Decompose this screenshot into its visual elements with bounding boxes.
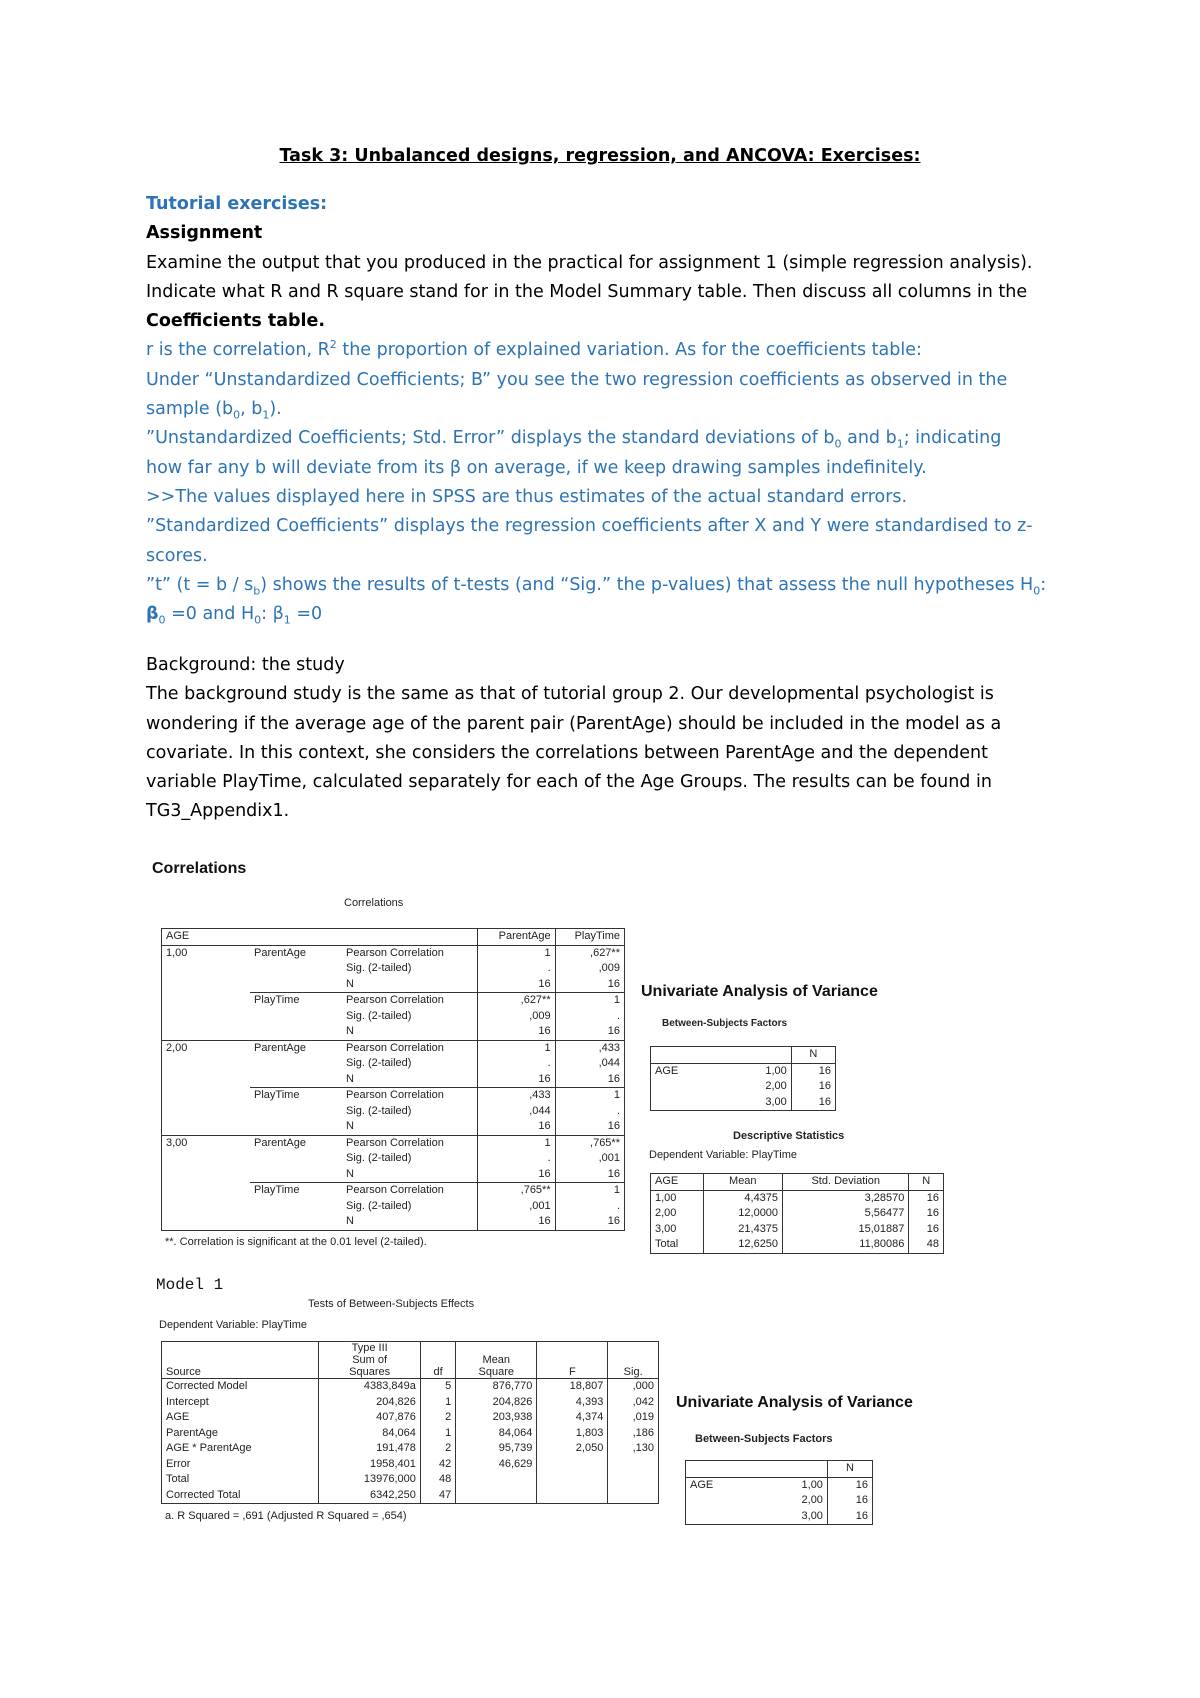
table-header-row: [651, 1174, 944, 1191]
value-ss: 204,826: [319, 1395, 420, 1411]
column-header: Sig.: [608, 1366, 659, 1379]
value-ss: 407,876: [319, 1410, 420, 1426]
row-statistic: Sig. (2-tailed): [346, 1199, 412, 1212]
column-header: [456, 1342, 537, 1355]
table-row: [162, 1151, 625, 1167]
value-n: 16: [909, 1190, 944, 1206]
value-df: 5: [420, 1379, 455, 1395]
row-statistic: Pearson Correlation: [342, 945, 477, 961]
row-header: [162, 1104, 251, 1120]
univariate-heading-2: Univariate Analysis of Variance: [676, 1394, 913, 1411]
row-statistic: Pearson Correlation: [342, 1135, 477, 1151]
column-header: N: [791, 1047, 835, 1064]
table-row: [162, 993, 625, 1009]
row-variable: PlayTime: [250, 993, 342, 1009]
page-title: Task 3: Unbalanced designs, regression, and ANCOVA: Exercises:: [279, 146, 921, 166]
row-age: 3,00: [655, 1222, 677, 1235]
value-ss: 84,064: [319, 1426, 420, 1442]
table-row: [162, 1488, 659, 1504]
value-parentage: .: [477, 961, 555, 977]
value-playtime: 16: [555, 1072, 624, 1088]
model1-footnote: a. R Squared = ,691 (Adjusted R Squared = ,654): [165, 1510, 407, 1522]
row-header: [162, 961, 251, 977]
value-parentage: .: [477, 1151, 555, 1167]
table-row: [162, 1183, 625, 1199]
row-source: AGE * ParentAge: [166, 1442, 252, 1454]
value-n: 48: [909, 1237, 944, 1253]
value-ss: 6342,250: [319, 1488, 420, 1504]
table-row: [162, 1199, 625, 1215]
row-source: ParentAge: [166, 1426, 218, 1439]
value-sig: ,019: [608, 1410, 659, 1426]
table-header-row: [162, 1366, 659, 1379]
value-ss: 191,478: [319, 1441, 420, 1457]
value-f: 2,050: [537, 1441, 608, 1457]
table-row: [651, 1190, 944, 1206]
row-statistic: Pearson Correlation: [342, 1088, 477, 1104]
row-variable: ParentAge: [250, 1135, 342, 1151]
model1-dependent-variable: Dependent Variable: PlayTime: [159, 1319, 307, 1331]
row-variable: [250, 961, 342, 977]
row-factor: [651, 1079, 730, 1095]
value-parentage: ,765**: [477, 1183, 555, 1199]
table-row: [651, 1206, 944, 1222]
correlations-heading: Correlations: [152, 860, 247, 877]
row-statistic: Pearson Correlation: [342, 1040, 477, 1056]
answer-line-3: sample ($b_0$, $b_1$).: [146, 399, 282, 422]
value-sig: ,186: [608, 1426, 659, 1442]
row-header: 3,00: [162, 1135, 251, 1151]
column-header: N: [827, 1461, 872, 1478]
value-df: 1: [420, 1426, 455, 1442]
row-statistic: Sig. (2-tailed): [346, 1152, 412, 1164]
value-sd: 11,80086: [783, 1237, 909, 1253]
row-variable: [250, 1104, 342, 1120]
row-statistic: N: [346, 1120, 354, 1132]
between-subjects-table-1: [650, 1046, 836, 1111]
column-header: Square: [456, 1366, 537, 1379]
row-header: [162, 1009, 251, 1025]
table-row: [686, 1477, 873, 1493]
value-playtime: ,765**: [555, 1135, 624, 1151]
row-header: [162, 1183, 251, 1199]
row-header: [162, 977, 251, 993]
value-mean: 4,4375: [703, 1190, 782, 1206]
value-parentage: 1: [477, 1040, 555, 1056]
tutorial-heading: Tutorial exercises:: [146, 194, 328, 214]
row-statistic: N: [346, 1072, 354, 1085]
table-header-row: [686, 1461, 873, 1478]
value-df: 48: [420, 1472, 455, 1488]
column-header: [162, 1342, 319, 1355]
row-statistic: N: [346, 977, 354, 990]
row-header: [162, 1056, 251, 1072]
row-statistic: Sig. (2-tailed): [346, 1009, 412, 1022]
table-row: [162, 1119, 625, 1135]
correlations-table-title: Correlations: [344, 897, 404, 909]
value-playtime: ,627**: [555, 945, 624, 961]
correlations-footnote: **. Correlation is significant at the 0.01 level (2-tailed).: [165, 1236, 427, 1248]
table-row: [162, 1072, 625, 1088]
row-source: Corrected Total: [166, 1488, 241, 1501]
table-row: [162, 1379, 659, 1395]
value-parentage: ,433: [477, 1088, 555, 1104]
answer-line-8: scores.: [146, 545, 208, 566]
background-line-4: variable PlayTime, calculated separately for each of the Age Groups. The results can be found in: [146, 772, 992, 793]
answer-line-5: how far any b will deviate from its β on average, if we keep drawing samples indefinitely.: [146, 457, 927, 478]
table-header-row: [162, 929, 625, 946]
table-row: [162, 1457, 659, 1473]
value-parentage: 16: [477, 1024, 555, 1040]
value-n: 16: [791, 1063, 835, 1079]
row-header: [162, 1167, 251, 1183]
column-header: [420, 1354, 455, 1366]
row-statistic: N: [346, 1167, 354, 1180]
row-statistic: Sig. (2-tailed): [346, 1057, 412, 1069]
value-ms: 203,938: [456, 1410, 537, 1426]
value-playtime: .: [555, 1104, 624, 1120]
table-row: [686, 1509, 873, 1525]
answer-line-4: ”Unstandardized Coefficients; Std. Error” displays the standard deviations of $b_0$ and $b_1$; indicating: [146, 428, 1002, 451]
row-level: 3,00: [765, 1095, 787, 1108]
row-source: Intercept: [166, 1395, 209, 1408]
univariate-heading-1: Univariate Analysis of Variance: [641, 983, 878, 1000]
row-level: 2,00: [801, 1494, 823, 1506]
table-row: [651, 1222, 944, 1238]
row-source: AGE: [166, 1411, 190, 1423]
value-playtime: ,433: [555, 1040, 624, 1056]
row-level: 2,00: [765, 1080, 787, 1092]
value-ms: 46,629: [456, 1457, 537, 1473]
value-playtime: 16: [555, 1024, 624, 1040]
row-statistic: Pearson Correlation: [342, 1183, 477, 1199]
value-f: [537, 1457, 608, 1473]
value-parentage: ,044: [477, 1104, 555, 1120]
column-header: [537, 1354, 608, 1366]
row-age: Total: [655, 1238, 679, 1250]
value-ss: 13976,000: [319, 1472, 420, 1488]
answer-line-6: >>The values displayed here in SPSS are thus estimates of the actual standard errors.: [146, 486, 908, 507]
value-sig: ,000: [608, 1379, 659, 1395]
column-header: N: [909, 1174, 944, 1191]
table-row: [162, 1472, 659, 1488]
row-header: [162, 1119, 251, 1135]
value-ms: [456, 1488, 537, 1504]
value-df: 42: [420, 1457, 455, 1473]
value-ss: 1958,401: [319, 1457, 420, 1473]
background-line-2: wondering if the average age of the parent pair (ParentAge) should be included in the model as a: [146, 713, 1002, 734]
table-header-row: [651, 1047, 836, 1064]
row-header: 1,00: [162, 945, 251, 961]
row-variable: ParentAge: [250, 1040, 342, 1056]
descriptive-stats-title: Descriptive Statistics: [733, 1130, 845, 1142]
value-parentage: ,001: [477, 1199, 555, 1215]
table-row: [162, 1410, 659, 1426]
row-source: Error: [166, 1457, 191, 1470]
answer-line-7: ”Standardized Coefficients” displays the regression coefficients after X and Y were standardised to z-: [146, 516, 1033, 537]
row-source: Corrected Model: [166, 1380, 248, 1392]
column-header: Squares: [319, 1366, 420, 1379]
table-row: [162, 977, 625, 993]
row-variable: PlayTime: [250, 1183, 342, 1199]
value-n: 16: [827, 1509, 872, 1525]
row-statistic: Pearson Correlation: [342, 993, 477, 1009]
value-n: 16: [791, 1095, 835, 1111]
table-row: [162, 1104, 625, 1120]
column-header: ParentAge: [477, 929, 555, 946]
value-ss: 4383,849a: [319, 1379, 420, 1395]
value-sd: 15,01887: [783, 1222, 909, 1238]
model1-heading: Model 1: [156, 1276, 224, 1294]
value-f: 4,393: [537, 1395, 608, 1411]
row-factor: [651, 1095, 730, 1111]
value-playtime: 16: [555, 1214, 624, 1230]
row-variable: ParentAge: [250, 945, 342, 961]
between-subjects-table-2: [685, 1460, 873, 1525]
table-row: [651, 1063, 836, 1079]
assignment-heading: Assignment: [146, 223, 263, 244]
value-playtime: 16: [555, 977, 624, 993]
value-f: 18,807: [537, 1379, 608, 1395]
column-header: Mean: [456, 1354, 537, 1366]
row-factor: AGE: [655, 1064, 679, 1077]
row-header: [162, 1151, 251, 1167]
row-header: [162, 993, 251, 1009]
assignment-line-3: Coefficients table.: [146, 311, 326, 332]
between-subjects-effects-table: [161, 1341, 659, 1504]
background-line-5: TG3_Appendix1.: [146, 801, 290, 822]
row-variable: [250, 1056, 342, 1072]
row-variable: [250, 1024, 342, 1040]
value-playtime: 1: [555, 1183, 624, 1199]
row-header: [162, 1088, 251, 1104]
row-level: 1,00: [801, 1478, 823, 1491]
value-parentage: 16: [477, 1167, 555, 1183]
value-parentage: 16: [477, 1214, 555, 1230]
assignment-line-2: Indicate what R and R square stand for in the Model Summary table. Then discuss all columns in the: [146, 281, 1028, 302]
background-line-1: The background study is the same as that of tutorial group 2. Our developmental psychologist is: [146, 684, 994, 705]
value-parentage: 1: [477, 1135, 555, 1151]
table-header-row: [162, 1354, 659, 1366]
column-header: Sum of: [319, 1354, 420, 1366]
value-n: 16: [827, 1493, 872, 1509]
column-header: Std. Deviation: [783, 1174, 909, 1191]
value-sig: [608, 1472, 659, 1488]
row-source: Total: [166, 1473, 190, 1485]
table-row: [162, 1426, 659, 1442]
column-header: F: [537, 1366, 608, 1379]
value-parentage: 16: [477, 1119, 555, 1135]
between-subjects-title-2: Between-Subjects Factors: [695, 1433, 833, 1445]
value-parentage: ,627**: [477, 993, 555, 1009]
table-row: [162, 961, 625, 977]
background-section: [146, 651, 1066, 827]
value-parentage: 16: [477, 977, 555, 993]
correlations-table: [161, 928, 625, 1231]
value-n: 16: [909, 1222, 944, 1238]
table-row: [651, 1095, 836, 1111]
value-df: 2: [420, 1441, 455, 1457]
column-header: [608, 1354, 659, 1366]
background-line-3: covariate. In this context, she considers the correlations between ParentAge and the dependent: [146, 742, 988, 763]
value-ms: 876,770: [456, 1379, 537, 1395]
answer-line-9: ”t” $(t = b / s_b)$ shows the results of t-tests (and “Sig.” the p-values) that assess the null hypotheses $H_0$:: [146, 574, 1047, 598]
value-f: 1,803: [537, 1426, 608, 1442]
value-f: [537, 1488, 608, 1504]
column-header: [537, 1342, 608, 1355]
row-variable: [250, 977, 342, 993]
row-level: 1,00: [765, 1064, 787, 1077]
table-row: [162, 1024, 625, 1040]
row-variable: [250, 1072, 342, 1088]
empty-header: [686, 1461, 828, 1478]
table-row: [162, 1056, 625, 1072]
row-header: 2,00: [162, 1040, 251, 1056]
table-row: [162, 1441, 659, 1457]
value-parentage: .: [477, 1056, 555, 1072]
answer-line-10: $\beta_0 =0$ and $H_0$: $\beta_1 =0$: [146, 604, 323, 627]
value-sig: [608, 1457, 659, 1473]
value-ms: 84,064: [456, 1426, 537, 1442]
value-df: 2: [420, 1410, 455, 1426]
table-row: [162, 1214, 625, 1230]
background-heading: Background: the study: [146, 655, 345, 675]
row-factor: [686, 1509, 765, 1525]
table-row: [162, 1088, 625, 1104]
row-variable: [250, 1167, 342, 1183]
value-playtime: 1: [555, 1088, 624, 1104]
value-playtime: 1: [555, 993, 624, 1009]
value-playtime: 16: [555, 1167, 624, 1183]
value-n: 16: [827, 1477, 872, 1493]
table-row: [162, 1040, 625, 1056]
value-sig: ,130: [608, 1441, 659, 1457]
row-variable: [250, 1009, 342, 1025]
value-parentage: ,009: [477, 1009, 555, 1025]
table-row: [651, 1237, 944, 1253]
row-header: [162, 1024, 251, 1040]
value-playtime: ,044: [555, 1056, 624, 1072]
row-statistic: Sig. (2-tailed): [346, 1104, 412, 1117]
assignment-line-1: Examine the output that you produced in the practical for assignment 1 (simple regression analysis).: [146, 252, 1033, 273]
row-statistic: N: [346, 1215, 354, 1227]
value-df: 47: [420, 1488, 455, 1504]
table-row: [162, 1167, 625, 1183]
row-factor: [686, 1493, 765, 1509]
column-header: AGE: [651, 1174, 704, 1191]
value-sd: 3,28570: [783, 1190, 909, 1206]
value-mean: 12,0000: [703, 1206, 782, 1222]
body-text: [146, 190, 1066, 629]
column-header: AGE: [162, 929, 478, 946]
row-variable: [250, 1199, 342, 1215]
row-header: [162, 1199, 251, 1215]
column-header: [608, 1342, 659, 1355]
row-factor: AGE: [690, 1478, 714, 1491]
value-playtime: .: [555, 1199, 624, 1215]
column-header: df: [420, 1366, 455, 1379]
value-sig: [608, 1488, 659, 1504]
table-row: [162, 945, 625, 961]
row-header: [162, 1214, 251, 1230]
column-header: [420, 1342, 455, 1355]
value-df: 1: [420, 1395, 455, 1411]
answer-line-2: Under “Unstandardized Coefficients; B” you see the two regression coefficients as observed in the: [146, 369, 1008, 390]
value-f: 4,374: [537, 1410, 608, 1426]
value-playtime: 16: [555, 1119, 624, 1135]
row-variable: [250, 1119, 342, 1135]
row-level: 3,00: [801, 1509, 823, 1522]
value-mean: 12,6250: [703, 1237, 782, 1253]
value-f: [537, 1472, 608, 1488]
table-row: [651, 1079, 836, 1095]
table-header-row: [162, 1342, 659, 1355]
value-ms: 204,826: [456, 1395, 537, 1411]
row-header: [162, 1072, 251, 1088]
value-playtime: ,009: [555, 961, 624, 977]
row-variable: [250, 1151, 342, 1167]
model1-table-title: Tests of Between-Subjects Effects: [308, 1298, 475, 1310]
empty-header: [651, 1047, 792, 1064]
row-statistic: N: [346, 1025, 354, 1037]
column-header: Source: [162, 1366, 319, 1379]
value-parentage: 16: [477, 1072, 555, 1088]
row-statistic: Sig. (2-tailed): [346, 962, 412, 974]
answer-line-1: r is the correlation, $R^2$ the proportion of explained variation. As for the coefficients table:: [146, 338, 922, 361]
value-n: 16: [909, 1206, 944, 1222]
value-playtime: .: [555, 1009, 624, 1025]
table-row: [162, 1009, 625, 1025]
table-row: [162, 1395, 659, 1411]
value-sd: 5,56477: [783, 1206, 909, 1222]
column-header: PlayTime: [555, 929, 624, 946]
value-n: 16: [791, 1079, 835, 1095]
value-playtime: ,001: [555, 1151, 624, 1167]
column-header: Type III: [319, 1342, 420, 1355]
row-age: 2,00: [655, 1207, 677, 1219]
row-variable: PlayTime: [250, 1088, 342, 1104]
value-mean: 21,4375: [703, 1222, 782, 1238]
value-ms: 95,739: [456, 1441, 537, 1457]
between-subjects-title-1: Between-Subjects Factors: [662, 1018, 788, 1029]
column-header: [162, 1354, 319, 1366]
table-row: [686, 1493, 873, 1509]
column-header: Mean: [703, 1174, 782, 1191]
value-parentage: 1: [477, 945, 555, 961]
descriptive-dependent-variable: Dependent Variable: PlayTime: [649, 1149, 797, 1161]
descriptive-stats-table: [650, 1173, 944, 1254]
table-row: [162, 1135, 625, 1151]
value-ms: [456, 1472, 537, 1488]
row-variable: [250, 1214, 342, 1230]
row-age: 1,00: [655, 1191, 677, 1204]
value-sig: ,042: [608, 1395, 659, 1411]
